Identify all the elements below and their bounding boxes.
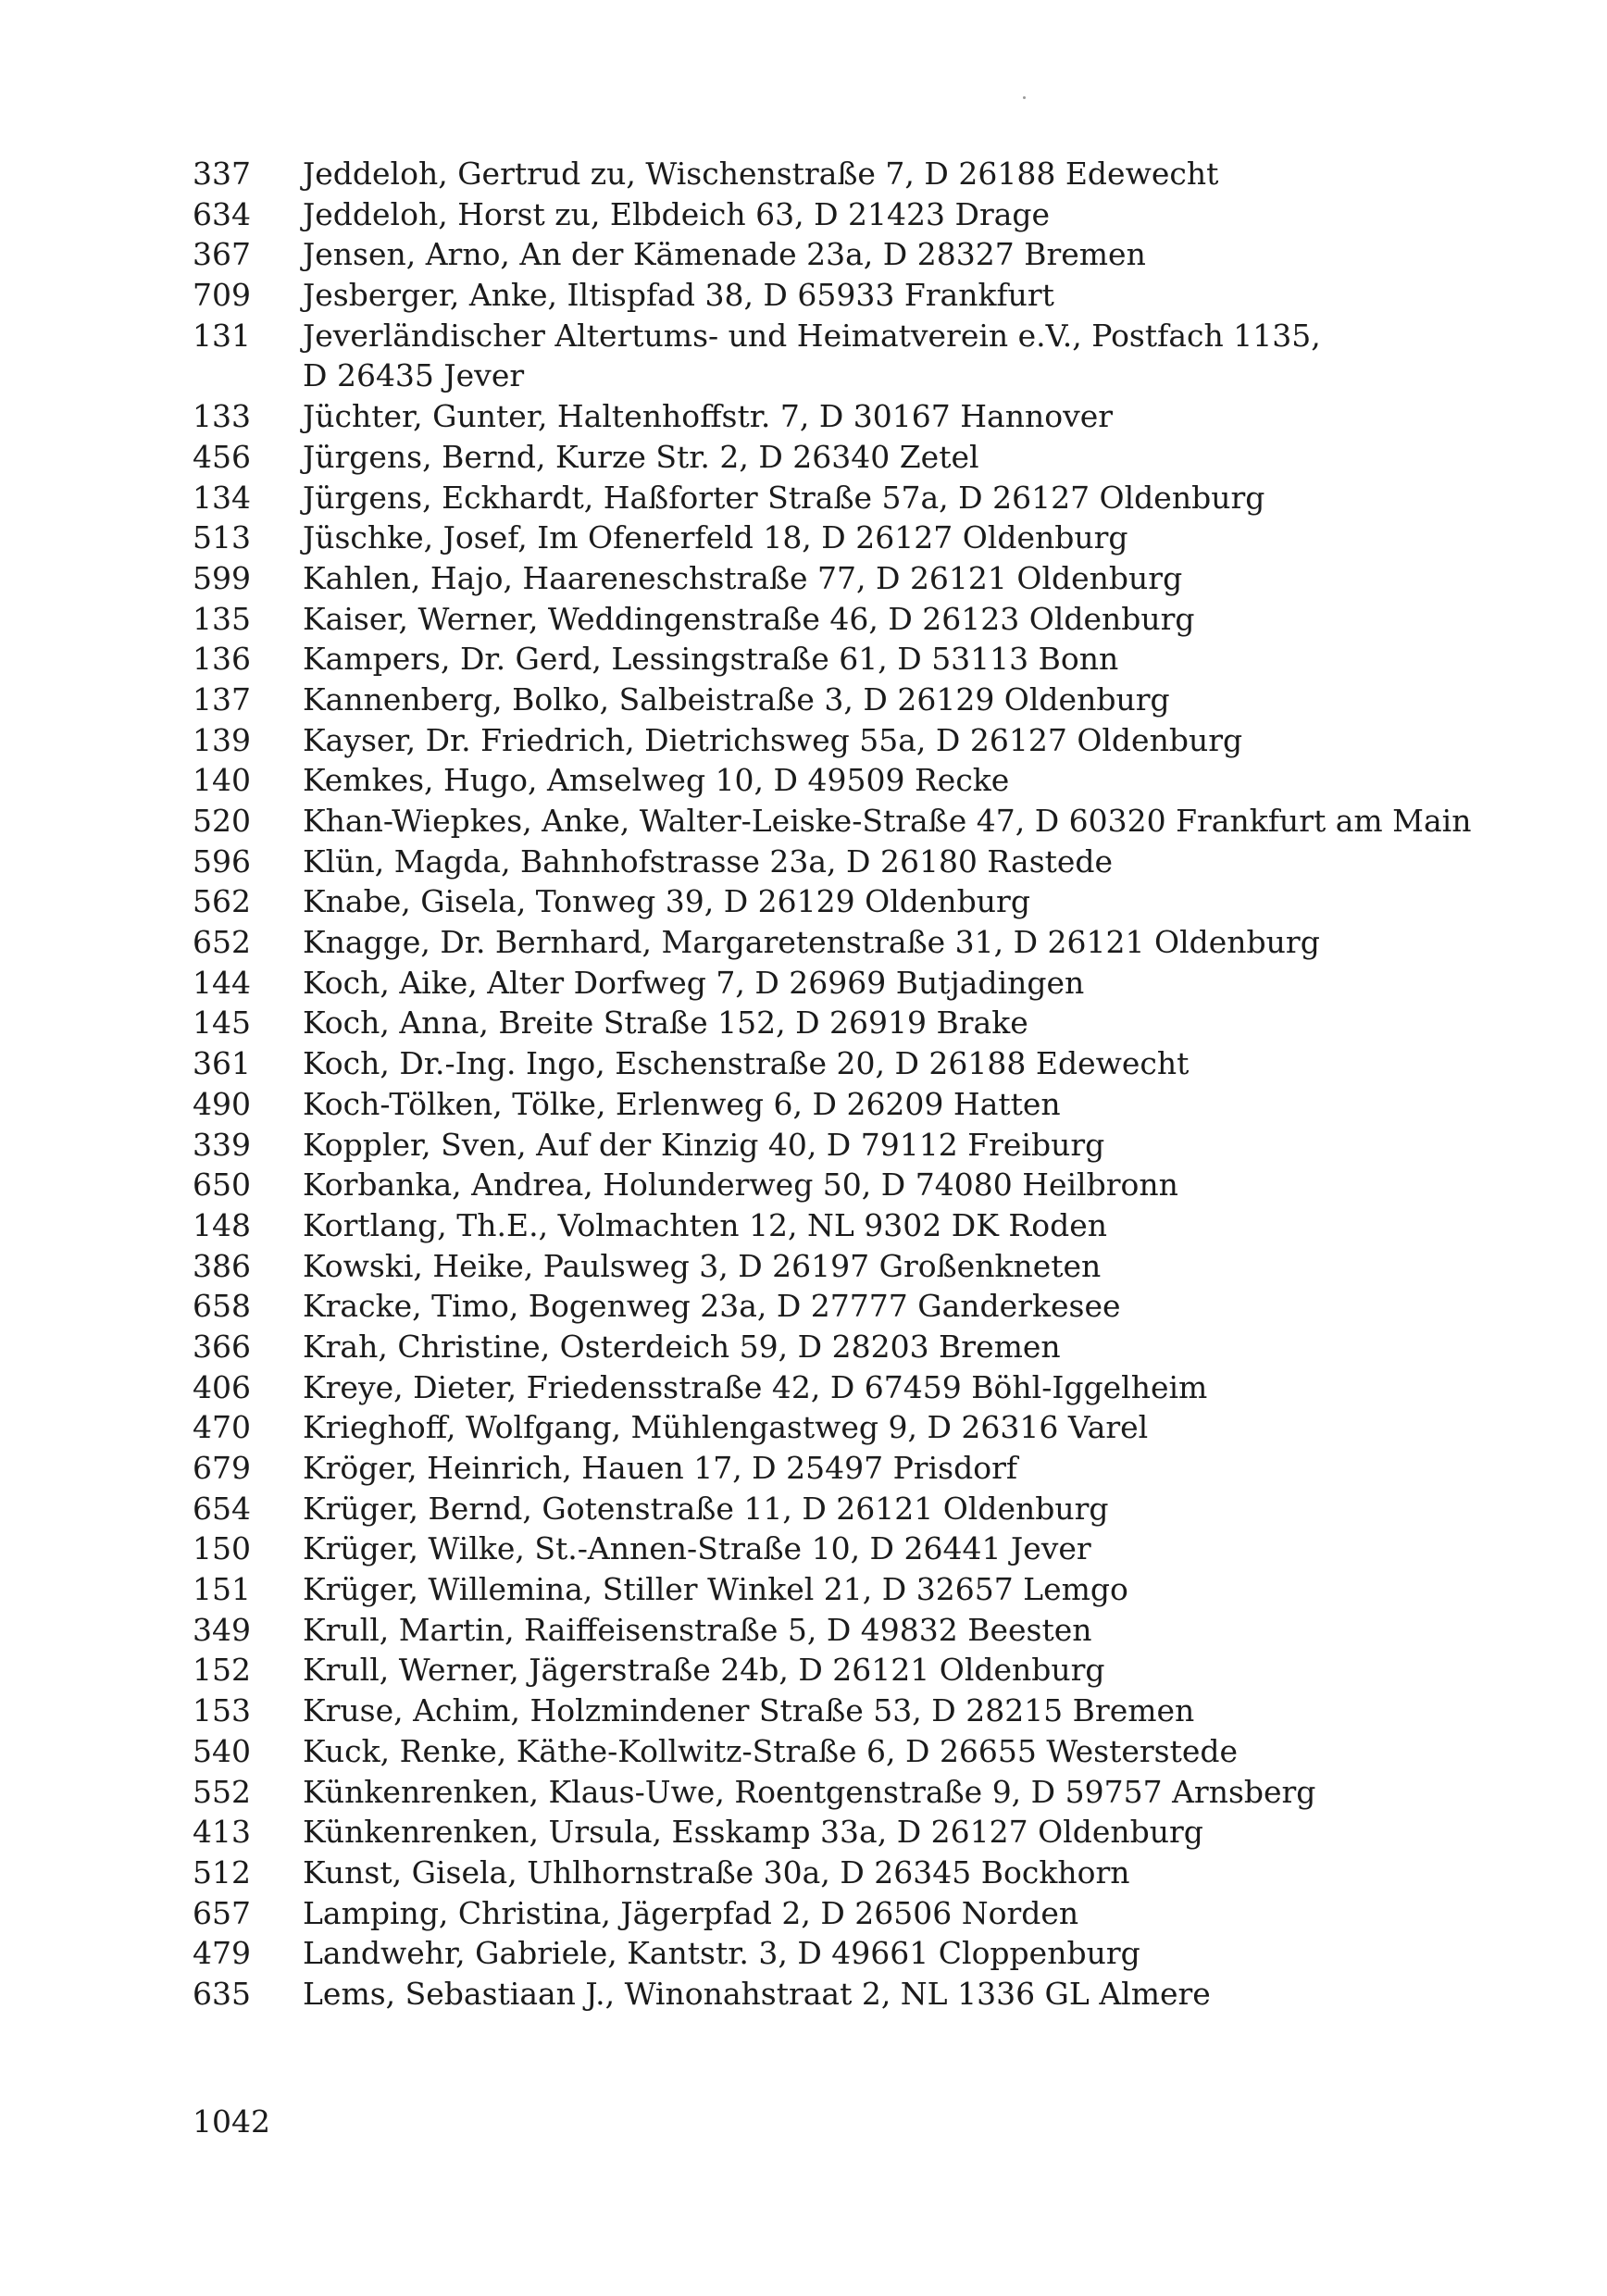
list-item bbox=[0, 720, 1607, 761]
list-item bbox=[0, 1246, 1607, 1287]
member-number: 709 bbox=[193, 277, 251, 314]
member-number: 540 bbox=[193, 1732, 251, 1769]
member-number: 337 bbox=[193, 156, 251, 192]
list-item bbox=[0, 639, 1607, 680]
member-number: 339 bbox=[193, 1126, 251, 1163]
list-item bbox=[0, 194, 1607, 235]
list-item bbox=[0, 1407, 1607, 1448]
member-address: Jüchter, Gunter, Haltenhoffstr. 7, D 30167 Hannover bbox=[303, 398, 1114, 435]
list-item bbox=[0, 1165, 1607, 1205]
list-item bbox=[0, 801, 1607, 842]
member-number: 145 bbox=[193, 1004, 251, 1042]
list-item bbox=[0, 437, 1607, 478]
member-number: 366 bbox=[193, 1328, 251, 1365]
member-address: Krull, Martin, Raiffeisenstraße 5, D 49832 Beesten bbox=[303, 1611, 1092, 1648]
member-address: Krieghoff, Wolfgang, Mühlengastweg 9, D 26316 Varel bbox=[303, 1409, 1149, 1446]
list-item bbox=[0, 234, 1607, 275]
list-item bbox=[0, 1489, 1607, 1529]
list-item bbox=[0, 680, 1607, 720]
member-number: 349 bbox=[193, 1611, 251, 1648]
member-address: Kracke, Timo, Bogenweg 23a, D 27777 Ganderkesee bbox=[303, 1288, 1121, 1325]
member-number: 135 bbox=[193, 600, 251, 637]
member-address: Jensen, Arno, An der Kämenade 23a, D 28327 Bremen bbox=[303, 236, 1146, 273]
member-number: 386 bbox=[193, 1247, 251, 1284]
member-number: 490 bbox=[193, 1085, 251, 1122]
list-item bbox=[0, 1974, 1607, 2015]
member-address: Kampers, Dr. Gerd, Lessingstraße 61, D 53113 Bonn bbox=[303, 641, 1119, 678]
member-number: 137 bbox=[193, 680, 251, 718]
member-number: 140 bbox=[193, 762, 251, 799]
list-item bbox=[0, 275, 1607, 316]
member-number: 658 bbox=[193, 1288, 251, 1325]
member-address: Kannenberg, Bolko, Salbeistraße 3, D 26129 Oldenburg bbox=[303, 680, 1170, 718]
member-number: 406 bbox=[193, 1368, 251, 1405]
list-item bbox=[0, 478, 1607, 518]
list-item bbox=[0, 842, 1607, 882]
list-item bbox=[0, 1569, 1607, 1610]
member-number: 599 bbox=[193, 559, 251, 596]
member-number: 136 bbox=[193, 641, 251, 678]
list-item bbox=[0, 1731, 1607, 1772]
member-address: Jüschke, Josef, Im Ofenerfeld 18, D 26127 Oldenburg bbox=[303, 519, 1128, 556]
member-address: Kruse, Achim, Holzmindener Straße 53, D 28215 Bremen bbox=[303, 1692, 1195, 1729]
member-list bbox=[0, 154, 1607, 2015]
member-number: 512 bbox=[193, 1853, 251, 1890]
member-number: 152 bbox=[193, 1652, 251, 1689]
member-number: 134 bbox=[193, 479, 251, 516]
member-address: Lamping, Christina, Jägerpfad 2, D 26506 Norden bbox=[303, 1894, 1079, 1931]
member-number: 652 bbox=[193, 924, 251, 961]
list-item bbox=[0, 599, 1607, 640]
member-number: 654 bbox=[193, 1490, 251, 1527]
member-address: Jesberger, Anke, Iltispfad 38, D 65933 Frankfurt bbox=[303, 277, 1054, 314]
member-number: 552 bbox=[193, 1773, 251, 1810]
member-address: Krüger, Willemina, Stiller Winkel 21, D 32657 Lemgo bbox=[303, 1571, 1128, 1608]
member-address: Koch, Aike, Alter Dorfweg 7, D 26969 Butjadingen bbox=[303, 964, 1085, 1001]
member-number: 479 bbox=[193, 1935, 251, 1972]
list-item bbox=[0, 1812, 1607, 1853]
list-item bbox=[0, 881, 1607, 922]
member-address: Koppler, Sven, Auf der Kinzig 40, D 79112 Freiburg bbox=[303, 1126, 1105, 1163]
member-address: Koch, Dr.-Ing. Ingo, Eschenstraße 20, D 26188 Edewecht bbox=[303, 1045, 1190, 1082]
member-number: 657 bbox=[193, 1894, 251, 1931]
member-address: Jeverländischer Altertums- und Heimatverein e.V., Postfach 1135, D 26435 Jever bbox=[303, 317, 1321, 394]
member-address: Kemkes, Hugo, Amselweg 10, D 49509 Recke bbox=[303, 762, 1010, 799]
member-address: Knabe, Gisela, Tonweg 39, D 26129 Oldenburg bbox=[303, 883, 1030, 920]
member-address: Koch, Anna, Breite Straße 152, D 26919 Brake bbox=[303, 1004, 1028, 1042]
member-number: 470 bbox=[193, 1409, 251, 1446]
member-number: 139 bbox=[193, 721, 251, 758]
member-number: 596 bbox=[193, 842, 251, 880]
list-item bbox=[0, 1003, 1607, 1043]
member-address: Kröger, Heinrich, Hauen 17, D 25497 Prisdorf bbox=[303, 1450, 1018, 1487]
list-item bbox=[0, 1205, 1607, 1246]
list-item bbox=[0, 1043, 1607, 1084]
member-address: Khan-Wiepkes, Anke, Walter-Leiske-Straße 47, D 60320 Frankfurt am Main bbox=[303, 803, 1472, 840]
list-item bbox=[0, 154, 1607, 194]
member-address: Lems, Sebastiaan J., Winonahstraat 2, NL 1336 GL Almere bbox=[303, 1975, 1211, 2012]
member-address: Kuck, Renke, Käthe-Kollwitz-Straße 6, D 26655 Westerstede bbox=[303, 1732, 1239, 1769]
list-item bbox=[0, 1933, 1607, 1974]
member-address: Jeddeloh, Horst zu, Elbdeich 63, D 21423 Drage bbox=[303, 195, 1051, 232]
member-number: 367 bbox=[193, 236, 251, 273]
member-address: Krull, Werner, Jägerstraße 24b, D 26121 Oldenburg bbox=[303, 1652, 1105, 1689]
member-address: Klün, Magda, Bahnhofstrasse 23a, D 26180 Rastede bbox=[303, 842, 1114, 880]
list-item bbox=[0, 316, 1607, 396]
member-address: Kreye, Dieter, Friedensstraße 42, D 67459 Böhl-Iggelheim bbox=[303, 1368, 1208, 1405]
list-item bbox=[0, 922, 1607, 963]
member-number: 679 bbox=[193, 1450, 251, 1487]
member-number: 650 bbox=[193, 1167, 251, 1204]
member-number: 133 bbox=[193, 398, 251, 435]
member-number: 413 bbox=[193, 1814, 251, 1851]
member-number: 562 bbox=[193, 883, 251, 920]
list-item bbox=[0, 1448, 1607, 1489]
member-address: Kaiser, Werner, Weddingenstraße 46, D 26123 Oldenburg bbox=[303, 600, 1195, 637]
member-number: 153 bbox=[193, 1692, 251, 1729]
member-number: 634 bbox=[193, 195, 251, 232]
member-number: 144 bbox=[193, 964, 251, 1001]
list-item bbox=[0, 1286, 1607, 1327]
member-number: 456 bbox=[193, 438, 251, 475]
member-address: Kunst, Gisela, Uhlhornstraße 30a, D 26345 Bockhorn bbox=[303, 1853, 1130, 1890]
list-item bbox=[0, 1610, 1607, 1651]
list-item bbox=[0, 1529, 1607, 1569]
member-number: 520 bbox=[193, 803, 251, 840]
member-address: Kowski, Heike, Paulsweg 3, D 26197 Großenkneten bbox=[303, 1247, 1102, 1284]
page-number: 1042 bbox=[193, 2103, 270, 2140]
list-item bbox=[0, 1893, 1607, 1934]
list-item bbox=[0, 1327, 1607, 1367]
list-item bbox=[0, 1125, 1607, 1166]
member-address: Jeddeloh, Gertrud zu, Wischenstraße 7, D 26188 Edewecht bbox=[303, 156, 1219, 192]
member-address: Jürgens, Bernd, Kurze Str. 2, D 26340 Zetel bbox=[303, 438, 979, 475]
member-address: Krah, Christine, Osterdeich 59, D 28203 Bremen bbox=[303, 1328, 1061, 1365]
member-address: Kahlen, Hajo, Haareneschstraße 77, D 26121 Oldenburg bbox=[303, 559, 1183, 596]
member-address: Krüger, Bernd, Gotenstraße 11, D 26121 Oldenburg bbox=[303, 1490, 1109, 1527]
member-number: 148 bbox=[193, 1206, 251, 1243]
list-item bbox=[0, 963, 1607, 1004]
member-number: 635 bbox=[193, 1975, 251, 2012]
list-item bbox=[0, 1367, 1607, 1408]
scan-speck bbox=[1023, 96, 1026, 99]
list-item bbox=[0, 1691, 1607, 1731]
list-item bbox=[0, 558, 1607, 599]
member-number: 513 bbox=[193, 519, 251, 556]
list-item bbox=[0, 1650, 1607, 1691]
member-address: Krüger, Wilke, St.-Annen-Straße 10, D 26441 Jever bbox=[303, 1530, 1091, 1567]
member-address: Korbanka, Andrea, Holunderweg 50, D 74080 Heilbronn bbox=[303, 1167, 1178, 1204]
list-item bbox=[0, 1084, 1607, 1125]
member-address: Künkenrenken, Ursula, Esskamp 33a, D 26127 Oldenburg bbox=[303, 1814, 1203, 1851]
list-item bbox=[0, 1853, 1607, 1893]
member-number: 361 bbox=[193, 1045, 251, 1082]
list-item bbox=[0, 396, 1607, 437]
member-address: Kayser, Dr. Friedrich, Dietrichsweg 55a, D 26127 Oldenburg bbox=[303, 721, 1243, 758]
member-address: Künkenrenken, Klaus-Uwe, Roentgenstraße 9, D 59757 Arnsberg bbox=[303, 1773, 1316, 1810]
member-address: Knagge, Dr. Bernhard, Margaretenstraße 31, D 26121 Oldenburg bbox=[303, 924, 1320, 961]
list-item bbox=[0, 760, 1607, 801]
member-number: 131 bbox=[193, 317, 251, 354]
member-address: Landwehr, Gabriele, Kantstr. 3, D 49661 Cloppenburg bbox=[303, 1935, 1140, 1972]
member-address: Koch-Tölken, Tölke, Erlenweg 6, D 26209 Hatten bbox=[303, 1085, 1061, 1122]
member-address: Jürgens, Eckhardt, Haßforter Straße 57a, D 26127 Oldenburg bbox=[303, 479, 1265, 516]
member-address: Kortlang, Th.E., Volmachten 12, NL 9302 DK Roden bbox=[303, 1206, 1107, 1243]
member-number: 151 bbox=[193, 1571, 251, 1608]
list-item bbox=[0, 518, 1607, 558]
member-number: 150 bbox=[193, 1530, 251, 1567]
list-item bbox=[0, 1772, 1607, 1813]
